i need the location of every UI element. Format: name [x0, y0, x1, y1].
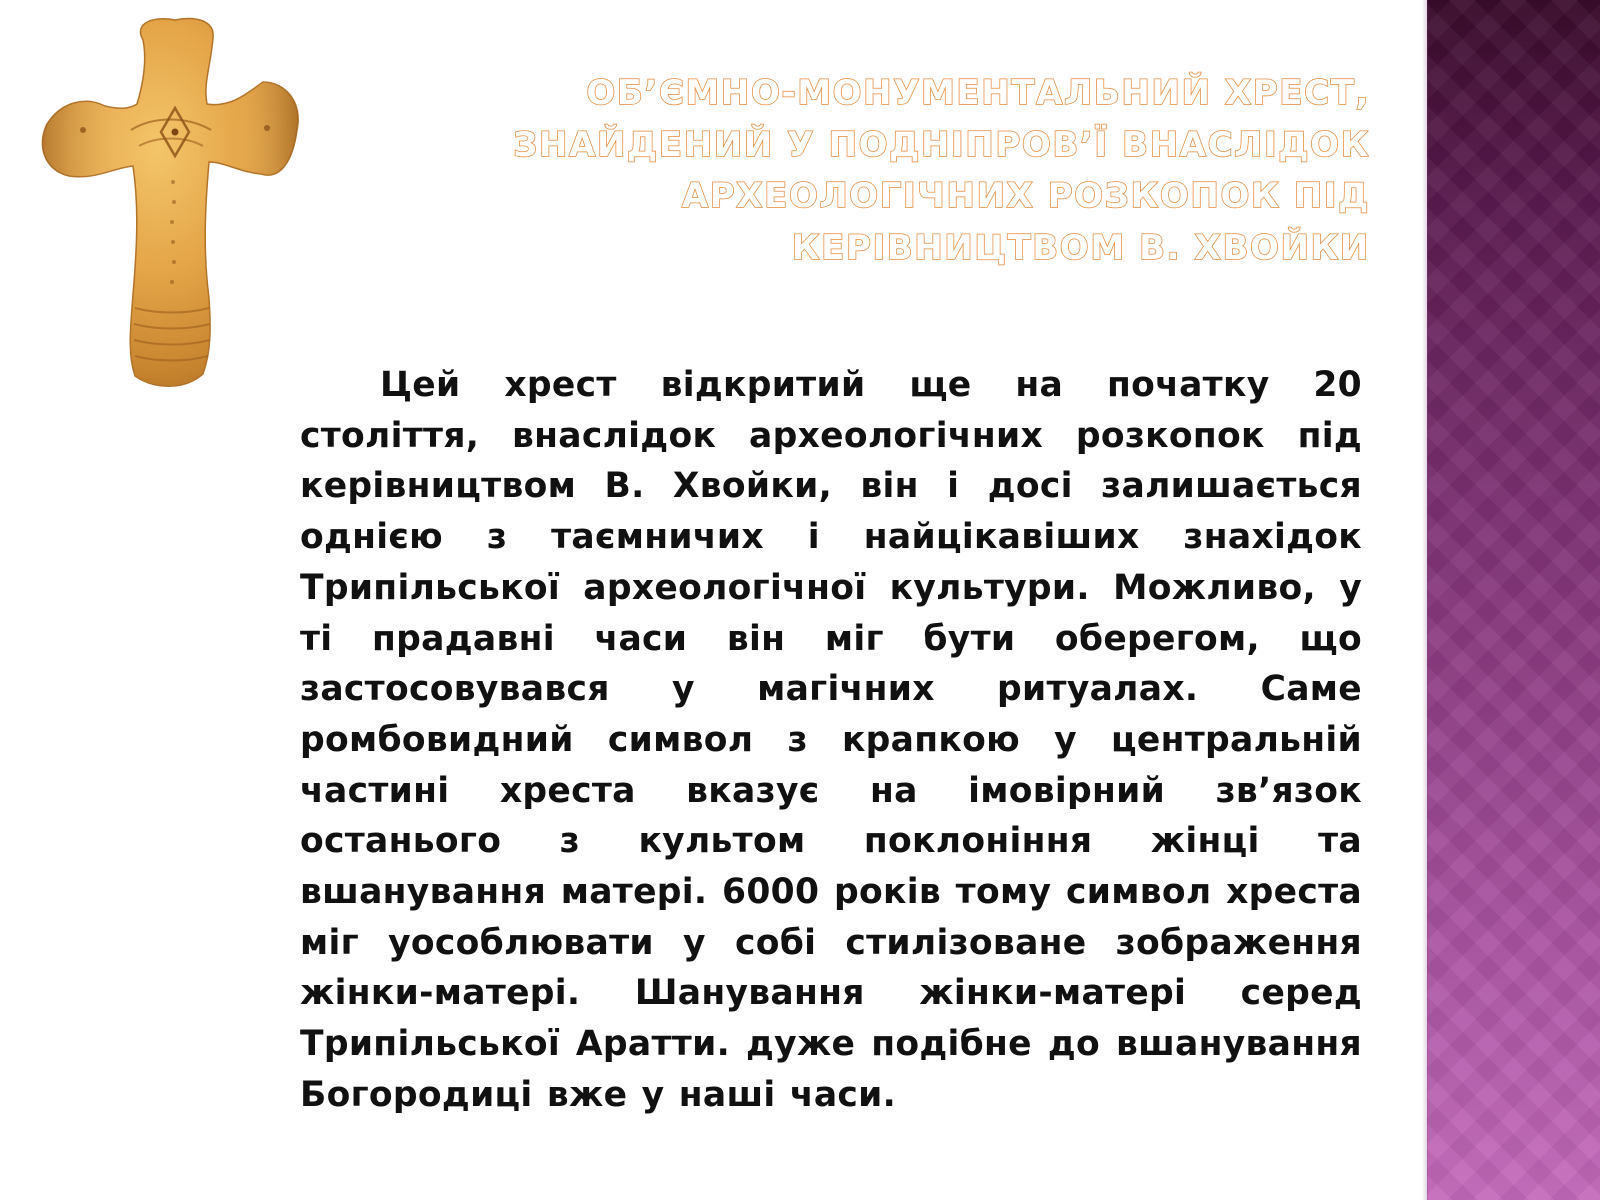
decorative-side-band [1427, 0, 1600, 1200]
clay-cross-image [35, 12, 310, 392]
slide-title: ОБ’ЄМНО-МОНУМЕНТАЛЬНИЙ ХРЕСТ, ЗНАЙДЕНИЙ У ПОДНІПРОВ’Ї ВНАСЛІДОК АРХЕОЛОГІЧНИХ РОЗКОПОК ПІД КЕРІВНИЦТВОМ В. ХВОЙКИ [513, 73, 1370, 268]
slide-body-text: Цей хрест відкритий ще на початку 20 століття, внаслідок археологічних розкопок під керівництвом В. Хвойки, він і досі залишається однією з таємничих і найцікавіших знахідок Трипільської археологічної культури. Можливо, у ті прадавні часи він міг бути оберегом, що застосовувався у магічних ритуалах. Саме ромбовидний символ з крапкою у центральній частині хреста вказує на імовірний зв’язок останього з культом поклоніння жінці та вшанування матері. 6000 років тому символ хреста міг уособлювати у собі стилізоване зображення жінки-матері. Шанування жінки-матері серед Трипільської Аратти. дуже подібне до вшанування Богородиці вже у наші часи. [300, 365, 1362, 1115]
side-band-edge [1422, 0, 1428, 1200]
